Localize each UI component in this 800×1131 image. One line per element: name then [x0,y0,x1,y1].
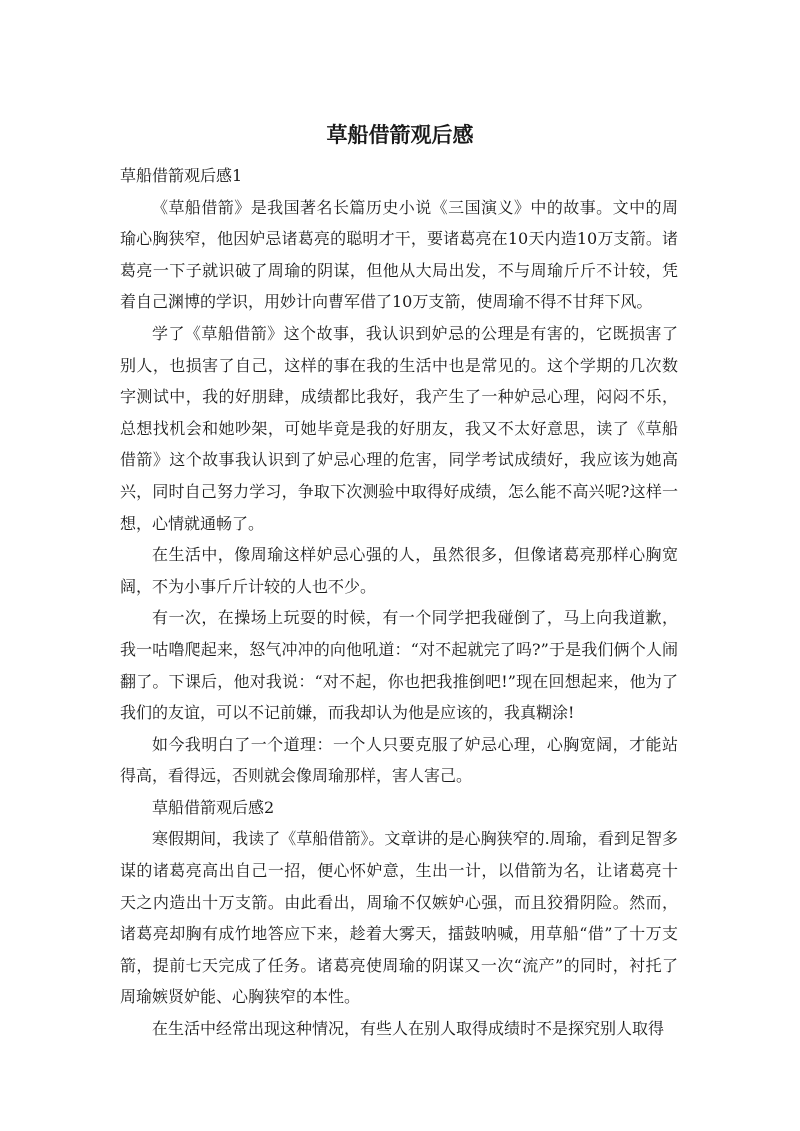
paragraph: 如今我明白了一个道理：一个人只要克服了妒忌心理，心胸宽阔，才能站得高，看得远，否则就会像周瑜那样，害人害己。 [120,734,678,786]
paragraph: 在生活中经常出现这种情况，有些人在别人取得成绩时不是探究别人取得 [152,1019,665,1039]
paragraph: 学了《草船借箭》这个故事，我认识到妒忌的公理是有害的，它既损害了别人，也损害了自己，这样的事在我的生活中也是常见的。这个学期的几次数字测试中，我的好朋肆，成绩都比我好，我产生了一种妒忌心理，闷闷不乐，总想找机会和她吵架，可她毕竟是我的好朋友，我又不太好意思，读了《草船借箭》这个故事我认识到了妒忌心理的危害，同学考试成绩好，我应该为她高兴，同时自己努力学习，争取下次测验中取得好成绩，怎么能不高兴呢?这样一想，心情就通畅了。 [120,323,678,533]
paragraph: 在生活中，像周瑜这样妒忌心强的人，虽然很多，但像诸葛亮那样心胸宽阔，不为小事斤斤计较的人也不少。 [120,545,678,596]
paragraph: 有一次，在操场上玩耍的时候，有一个同学把我碰倒了，马上向我道歉，我一咕噜爬起来，怒气冲冲的向他吼道：“对不起就完了吗?”于是我们俩个人闹翻了。下课后，他对我说：“对不起，你也把我推倒吧!”现在回想起来，他为了我们的友谊，可以不记前嫌，而我却认为他是应该的，我真糊涂! [120,608,678,723]
section-heading-2: 草船借箭观后感2 [152,797,275,817]
paragraph: 寒假期间，我读了《草船借箭》。文章讲的是心胸狭窄的.周瑜，看到足智多谋的诸葛亮高出自己一招，便心怀妒意，生出一计，以借箭为名，让诸葛亮十天之内造出十万支箭。由此看出，周瑜不仅嫉妒心强，而且狡猾阴险。然而，诸葛亮却胸有成竹地答应下来，趁着大雾天，擂鼓呐喊，用草船“借”了十万支箭，提前七天完成了任务。诸葛亮使周瑜的阴谋又一次“流产”的同时，衬托了周瑜嫉贤妒能、心胸狭窄的本性。 [120,829,678,1007]
document-title: 草船借箭观后感 [326,123,474,147]
section-heading-1: 草船借箭观后感1 [120,166,243,185]
paragraph: 《草船借箭》是我国著名长篇历史小说《三国演义》中的故事。文中的周瑜心胸狭窄，他因妒忌诸葛亮的聪明才干，要诸葛亮在10天内造10万支箭。诸葛亮一下子就识破了周瑜的阴谋，但他从大局出发，不与周瑜斤斤不计较，凭着自己渊博的学识，用妙计向曹军借了10万支箭，使周瑜不得不甘拜下风。 [120,197,678,312]
document-body [120,160,678,1045]
